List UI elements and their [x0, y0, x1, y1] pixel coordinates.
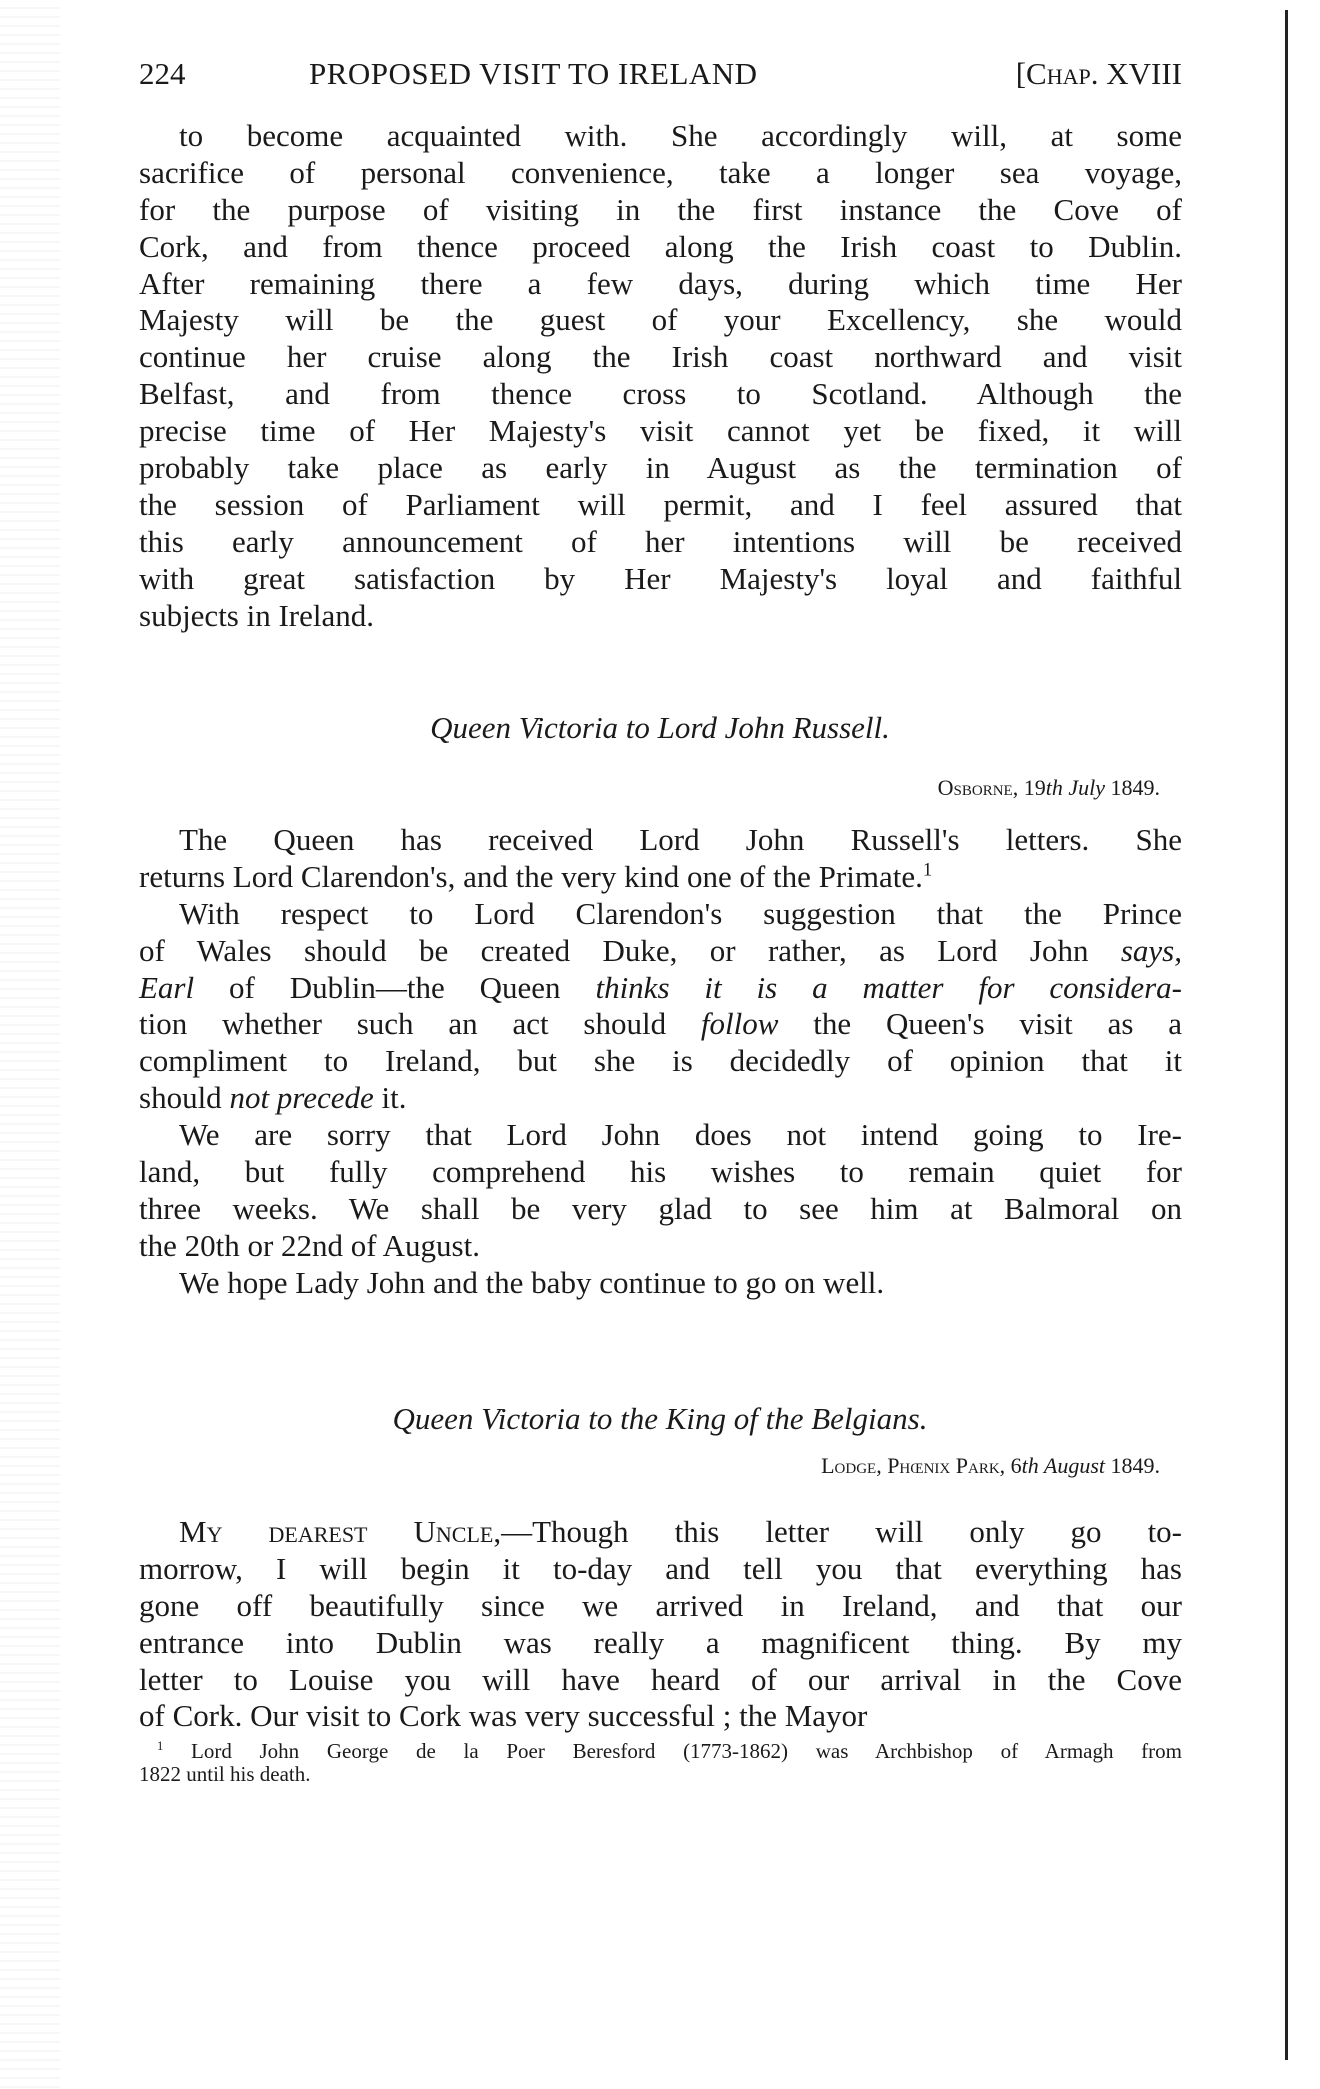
text-line: [139, 1228, 1182, 1265]
text-line: [139, 598, 1182, 635]
text-line: [139, 1006, 1182, 1043]
text-line: [139, 266, 1182, 303]
text-run: follow: [700, 1006, 779, 1042]
text-run: the Queen's visit as a: [778, 1006, 1182, 1042]
text-line: [139, 118, 1182, 155]
text-run: of Wales should be created Duke, or rather, as Lord John: [139, 932, 1121, 968]
text-run: Cork, and from thence proceed along the Irish coast to Dublin.: [139, 228, 1182, 264]
text-line: [139, 192, 1182, 229]
text-run: 1822 until his death.: [139, 1762, 311, 1786]
text-run: with great satisfaction by Her Majesty's loyal and faithful: [139, 560, 1182, 596]
text-run: compliment to Ireland, but she is decidedly of opinion that it: [139, 1043, 1182, 1079]
text-line: [139, 1080, 1182, 1117]
text-line: [139, 487, 1182, 524]
text-run: Belfast, and from thence cross to Scotland. Although the: [139, 376, 1182, 412]
text-run: th July: [1045, 775, 1105, 800]
text-line: [139, 1154, 1182, 1191]
running-title: PROPOSED VISIT TO IRELAND: [309, 56, 758, 91]
letter-heading-russell: Queen Victoria to Lord John Russell.: [430, 710, 890, 745]
text-run: to become acquainted with. She accordingly will, at some: [179, 118, 1182, 153]
text-run: Earl: [139, 969, 195, 1005]
letter-heading-belgians: Queen Victoria to the King of the Belgians.: [392, 1401, 928, 1436]
letter-dateline-phoenix-park: [821, 1453, 1160, 1479]
text-run: th August: [1021, 1453, 1105, 1478]
text-run: letter to Louise you will have heard of our arrival in the Cove: [139, 1661, 1182, 1697]
text-run: for the purpose of visiting in the first instance the Cove of: [139, 191, 1182, 227]
text-line: [139, 155, 1182, 192]
text-line: [139, 302, 1182, 339]
text-run: the session of Parliament will permit, and I feel assured that: [139, 486, 1182, 522]
text-line: [139, 1191, 1182, 1228]
text-run: My dearest Uncle,: [179, 1514, 502, 1549]
text-line: [139, 1740, 1182, 1763]
text-run: entrance into Dublin was really a magnificent thing. By my: [139, 1624, 1182, 1660]
text-run: subjects in Ireland.: [139, 597, 375, 633]
text-line: [139, 1265, 1182, 1302]
text-line: [139, 1514, 1182, 1551]
text-run: not precede: [229, 1080, 374, 1116]
text-run: of Cork. Our visit to Cork was very successful ; the Mayor: [139, 1698, 868, 1734]
text-run: tion whether such an act should: [139, 1006, 701, 1042]
text-run: Lord John George de la Poer Beresford (1773-1862) was Archbishop of Armagh from: [163, 1739, 1182, 1763]
letter-body-russell: [139, 822, 1182, 1302]
text-line: [139, 1588, 1182, 1625]
text-line: [139, 1698, 1182, 1735]
text-run: probably take place as early in August as the termination of: [139, 450, 1182, 486]
chapter-label: [Chap. XVIII: [1015, 56, 1182, 91]
text-run: it.: [373, 1080, 407, 1116]
text-line: [139, 1117, 1182, 1154]
text-run: the 20th or 22nd of August.: [139, 1227, 480, 1263]
text-line: [139, 1625, 1182, 1662]
text-line: [139, 1662, 1182, 1699]
text-line: [139, 822, 1182, 859]
text-run: morrow, I will begin it to-day and tell you that everything has: [139, 1550, 1182, 1586]
footnote-marker: 1: [922, 859, 933, 881]
text-run: The Queen has received Lord John Russell's letters. She: [179, 822, 1182, 857]
footnote-marker: 1: [157, 1739, 164, 1753]
text-run: thinks it is a matter for considera-: [595, 969, 1182, 1005]
text-line: [139, 561, 1182, 598]
text-run: —Though this letter will only go to-: [501, 1514, 1183, 1549]
text-run: returns Lord Clarendon's, and the very kind one of the Primate.: [139, 858, 923, 894]
text-line: [139, 524, 1182, 561]
text-line: [139, 970, 1182, 1007]
text-run: of Dublin—the Queen: [194, 969, 596, 1005]
text-run: With respect to Lord Clarendon's suggestion that the Prince: [179, 895, 1182, 931]
text-run: sacrifice of personal convenience, take a longer sea voyage,: [139, 154, 1182, 190]
text-run: After remaining there a few days, during which time Her: [139, 265, 1182, 301]
text-run: land, but fully comprehend his wishes to remain quiet for: [139, 1154, 1182, 1190]
text-line: [139, 339, 1182, 376]
text-run: Lodge, Phœnix Park, 6: [821, 1453, 1022, 1478]
text-run: this early announcement of her intentions will be received: [139, 523, 1182, 559]
letter-dateline-osborne: [938, 775, 1160, 801]
text-run: 1849.: [1105, 775, 1160, 800]
text-line: [139, 859, 1182, 896]
text-line: [139, 229, 1182, 266]
scan-margin-noise: [0, 0, 60, 2089]
text-run: continue her cruise along the Irish coast northward and visit: [139, 339, 1182, 375]
running-header: [139, 56, 1182, 96]
text-run: says,: [1120, 932, 1182, 968]
text-line: [139, 413, 1182, 450]
text-line: [139, 1763, 1182, 1786]
text-run: three weeks. We shall be very glad to see him at Balmoral on: [139, 1190, 1182, 1226]
page-number: 224: [139, 56, 186, 91]
text-run: We hope Lady John and the baby continue to go on well.: [179, 1264, 885, 1300]
text-line: [139, 1551, 1182, 1588]
footnote: [139, 1740, 1182, 1786]
text-run: 1849.: [1105, 1453, 1160, 1478]
text-line: [139, 1043, 1182, 1080]
paragraph-continued: [139, 118, 1182, 634]
text-run: should: [139, 1080, 230, 1116]
text-line: [139, 376, 1182, 413]
text-run: Osborne, 19: [937, 775, 1046, 800]
text-line: [139, 933, 1182, 970]
letter-body-belgians: [139, 1514, 1182, 1735]
text-run: gone off beautifully since we arrived in Ireland, and that our: [139, 1587, 1182, 1623]
text-run: Majesty will be the guest of your Excellency, she would: [139, 302, 1182, 338]
text-run: We are sorry that Lord John does not intend going to Ire-: [179, 1117, 1182, 1153]
page-edge-rule: [1285, 10, 1288, 2060]
text-line: [139, 450, 1182, 487]
text-run: precise time of Her Majesty's visit cannot yet be fixed, it will: [139, 413, 1182, 449]
text-line: [139, 896, 1182, 933]
